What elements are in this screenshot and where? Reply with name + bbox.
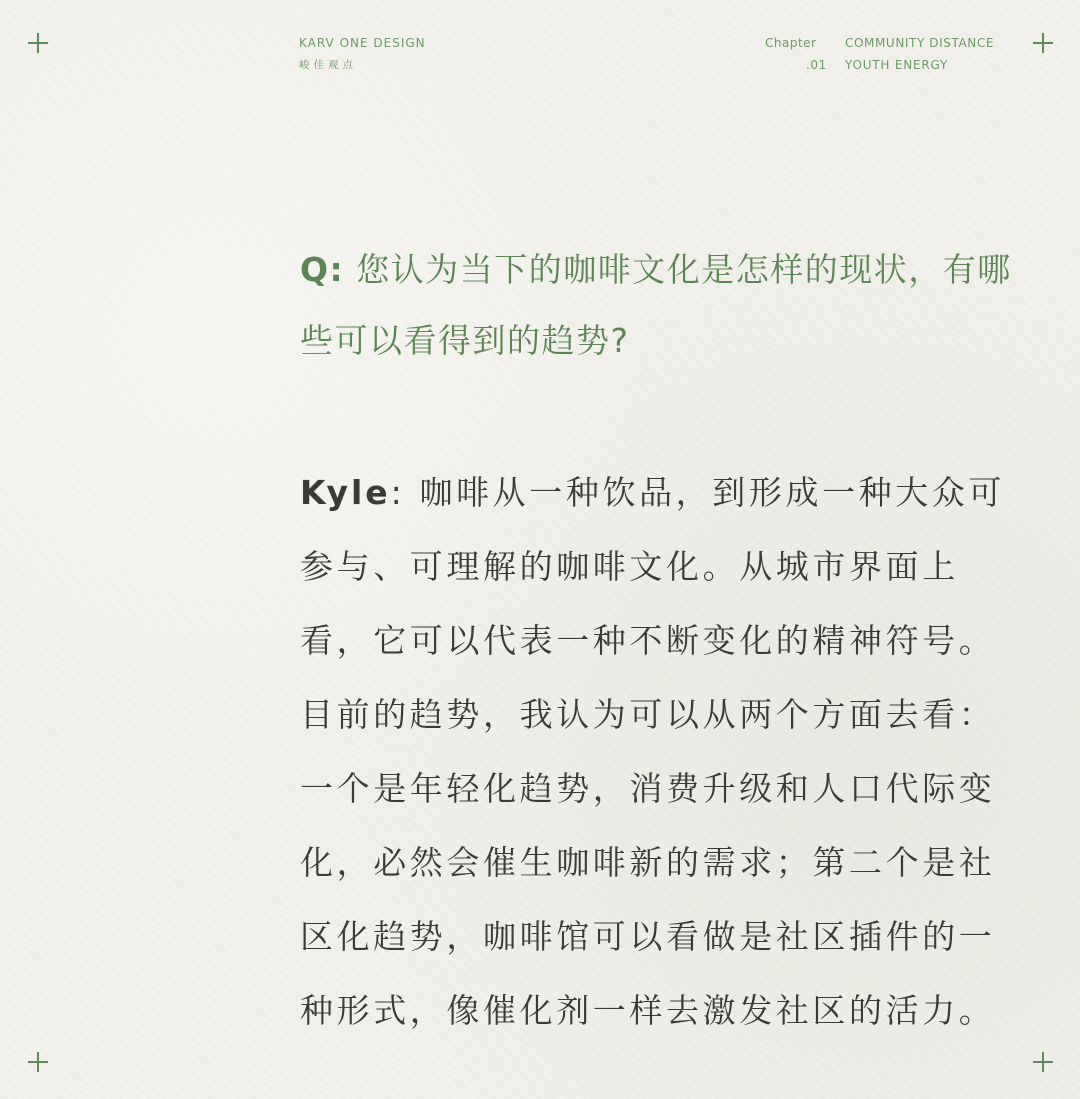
brand-name-en: KARV ONE DESIGN [299, 36, 426, 50]
corner-plus-icon-top-left [28, 33, 48, 53]
chapter-label: Chapter [765, 36, 817, 50]
answer-text: 咖啡从一种饮品，到形成一种大众可参与、可理解的咖啡文化。从城市界面上看，它可以代表一种不断变化的精神符号。目前的趋势，我认为可以从两个方面去看：一个是年轻化趋势，消费升级和人口代际变化，必然会催生咖啡新的需求；第二个是社区化趋势，咖啡馆可以看做是社区插件的一种形式，像催化剂一样去激发社区的活力。 [300, 473, 1006, 1030]
chapter-tag-community: COMMUNITY DISTANCE [845, 36, 995, 50]
chapter-tag-youth: YOUTH ENERGY [845, 58, 949, 72]
corner-plus-icon-top-right [1033, 33, 1053, 53]
question-text: 您认为当下的咖啡文化是怎样的现状，有哪些可以看得到的趋势? [300, 250, 1012, 360]
answer-block [300, 456, 1030, 1048]
brand-name-cn: 峻佳观点 [299, 59, 357, 71]
question-block [300, 234, 1030, 376]
answer-speaker: Kyle [300, 473, 391, 512]
answer-separator: : [390, 473, 406, 512]
corner-plus-icon-bottom-right [1033, 1052, 1053, 1072]
question-prefix: Q: [300, 250, 345, 289]
chapter-number: .01 [806, 58, 827, 72]
corner-plus-icon-bottom-left [28, 1052, 48, 1072]
